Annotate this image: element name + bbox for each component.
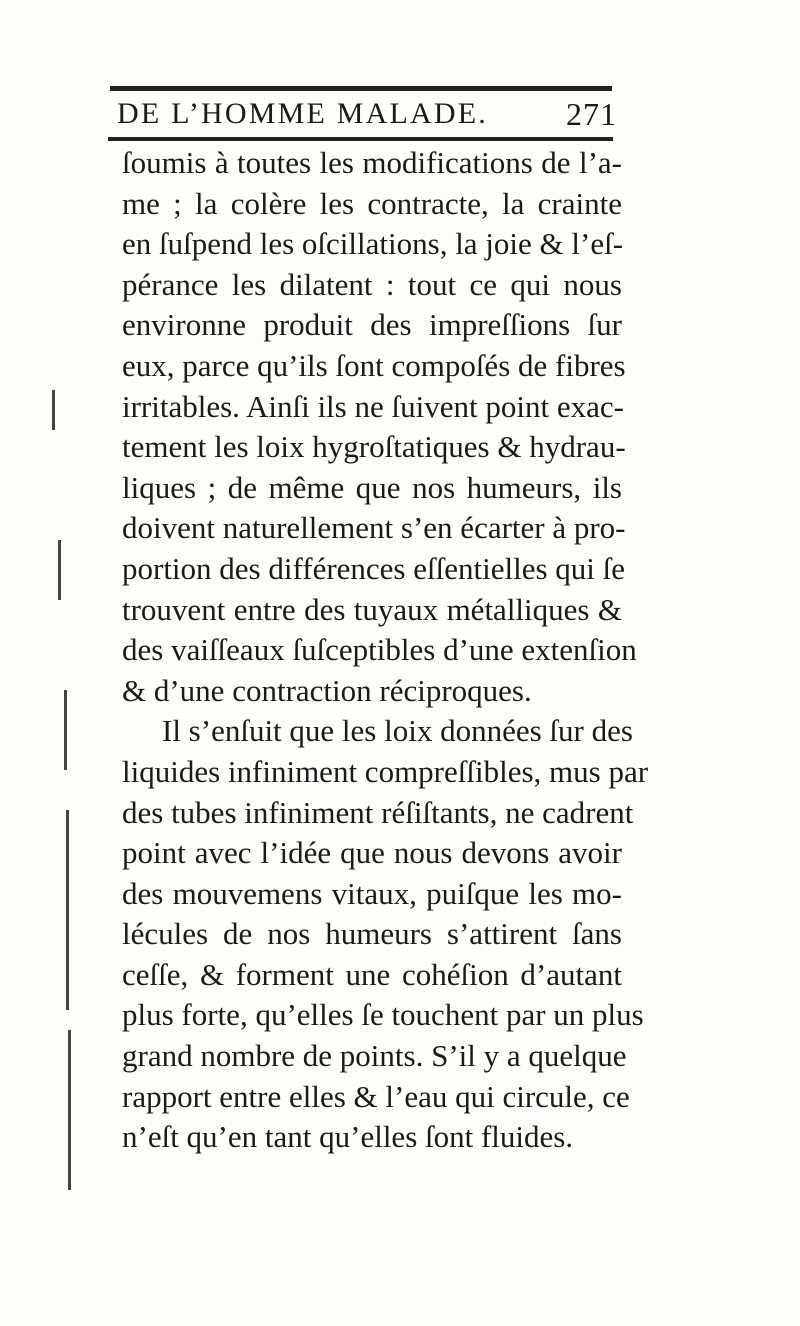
text-line: environne produit des impreſſions ſur bbox=[122, 307, 622, 343]
text-line: eux, parce qu’ils ſont compoſés de fibres bbox=[122, 347, 626, 383]
binding-mark bbox=[52, 390, 55, 430]
text-line: me ; la colère les contracte, la crainte bbox=[122, 185, 622, 221]
text-line: grand nombre de points. S’il y a quelque bbox=[122, 1038, 627, 1074]
text-line: trouvent entre des tuyaux métalliques & bbox=[122, 591, 622, 627]
text-line: des tubes infiniment réſiſtants, ne cadrent bbox=[122, 794, 634, 830]
head-rule bbox=[108, 137, 613, 141]
running-head bbox=[117, 92, 617, 136]
text-line: portion des différences eſſentielles qui ſe bbox=[122, 550, 626, 586]
text-line: en ſuſpend les oſcillations, la joie & l’eſ- bbox=[122, 226, 624, 262]
body-text bbox=[122, 143, 649, 1158]
text-line: point avec l’idée que nous devons avoir bbox=[122, 835, 622, 871]
binding-mark bbox=[68, 1030, 71, 1190]
page-number: 271 bbox=[566, 96, 617, 132]
paragraph-end-line: n’eſt qu’en tant qu’elles ſont fluides. bbox=[122, 1119, 574, 1155]
paragraph-start-line: Il s’enſuit que les loix données ſur des bbox=[162, 713, 633, 749]
binding-mark bbox=[64, 690, 67, 770]
text-line: ſoumis à toutes les modifications de l’a- bbox=[122, 145, 622, 180]
text-line: des vaiſſeaux ſuſceptibles d’une extenſion bbox=[122, 632, 637, 668]
text-line: pérance les dilatent : tout ce qui nous bbox=[122, 266, 622, 302]
text-line: liquides infiniment compreſſibles, mus par bbox=[122, 753, 649, 789]
text-line: rapport entre elles & l’eau qui circule, ce bbox=[122, 1078, 630, 1114]
text-line: ceſſe, & forment une cohéſion d’autant bbox=[122, 956, 622, 992]
text-line: des mouvemens vitaux, puiſque les mo- bbox=[122, 875, 622, 911]
running-head-title: DE L’HOMME MALADE. bbox=[117, 97, 488, 130]
text-line: doivent naturellement s’en écarter à pro- bbox=[122, 510, 626, 546]
binding-edge-marks bbox=[44, 390, 74, 1190]
text-line: irritables. Ainſi ils ne ſuivent point exac- bbox=[122, 388, 624, 424]
top-rule bbox=[110, 86, 612, 91]
text-line: lécules de nos humeurs s’attirent ſans bbox=[122, 916, 622, 952]
binding-mark bbox=[66, 810, 69, 1010]
text-line: liques ; de même que nos humeurs, ils bbox=[122, 469, 622, 505]
paragraph-end-line: & d’une contraction réciproques. bbox=[122, 672, 532, 708]
text-line: tement les loix hygroſtatiques & hydrau- bbox=[122, 429, 626, 465]
binding-mark bbox=[58, 540, 61, 600]
text-line: plus forte, qu’elles ſe touchent par un plus bbox=[122, 997, 644, 1033]
